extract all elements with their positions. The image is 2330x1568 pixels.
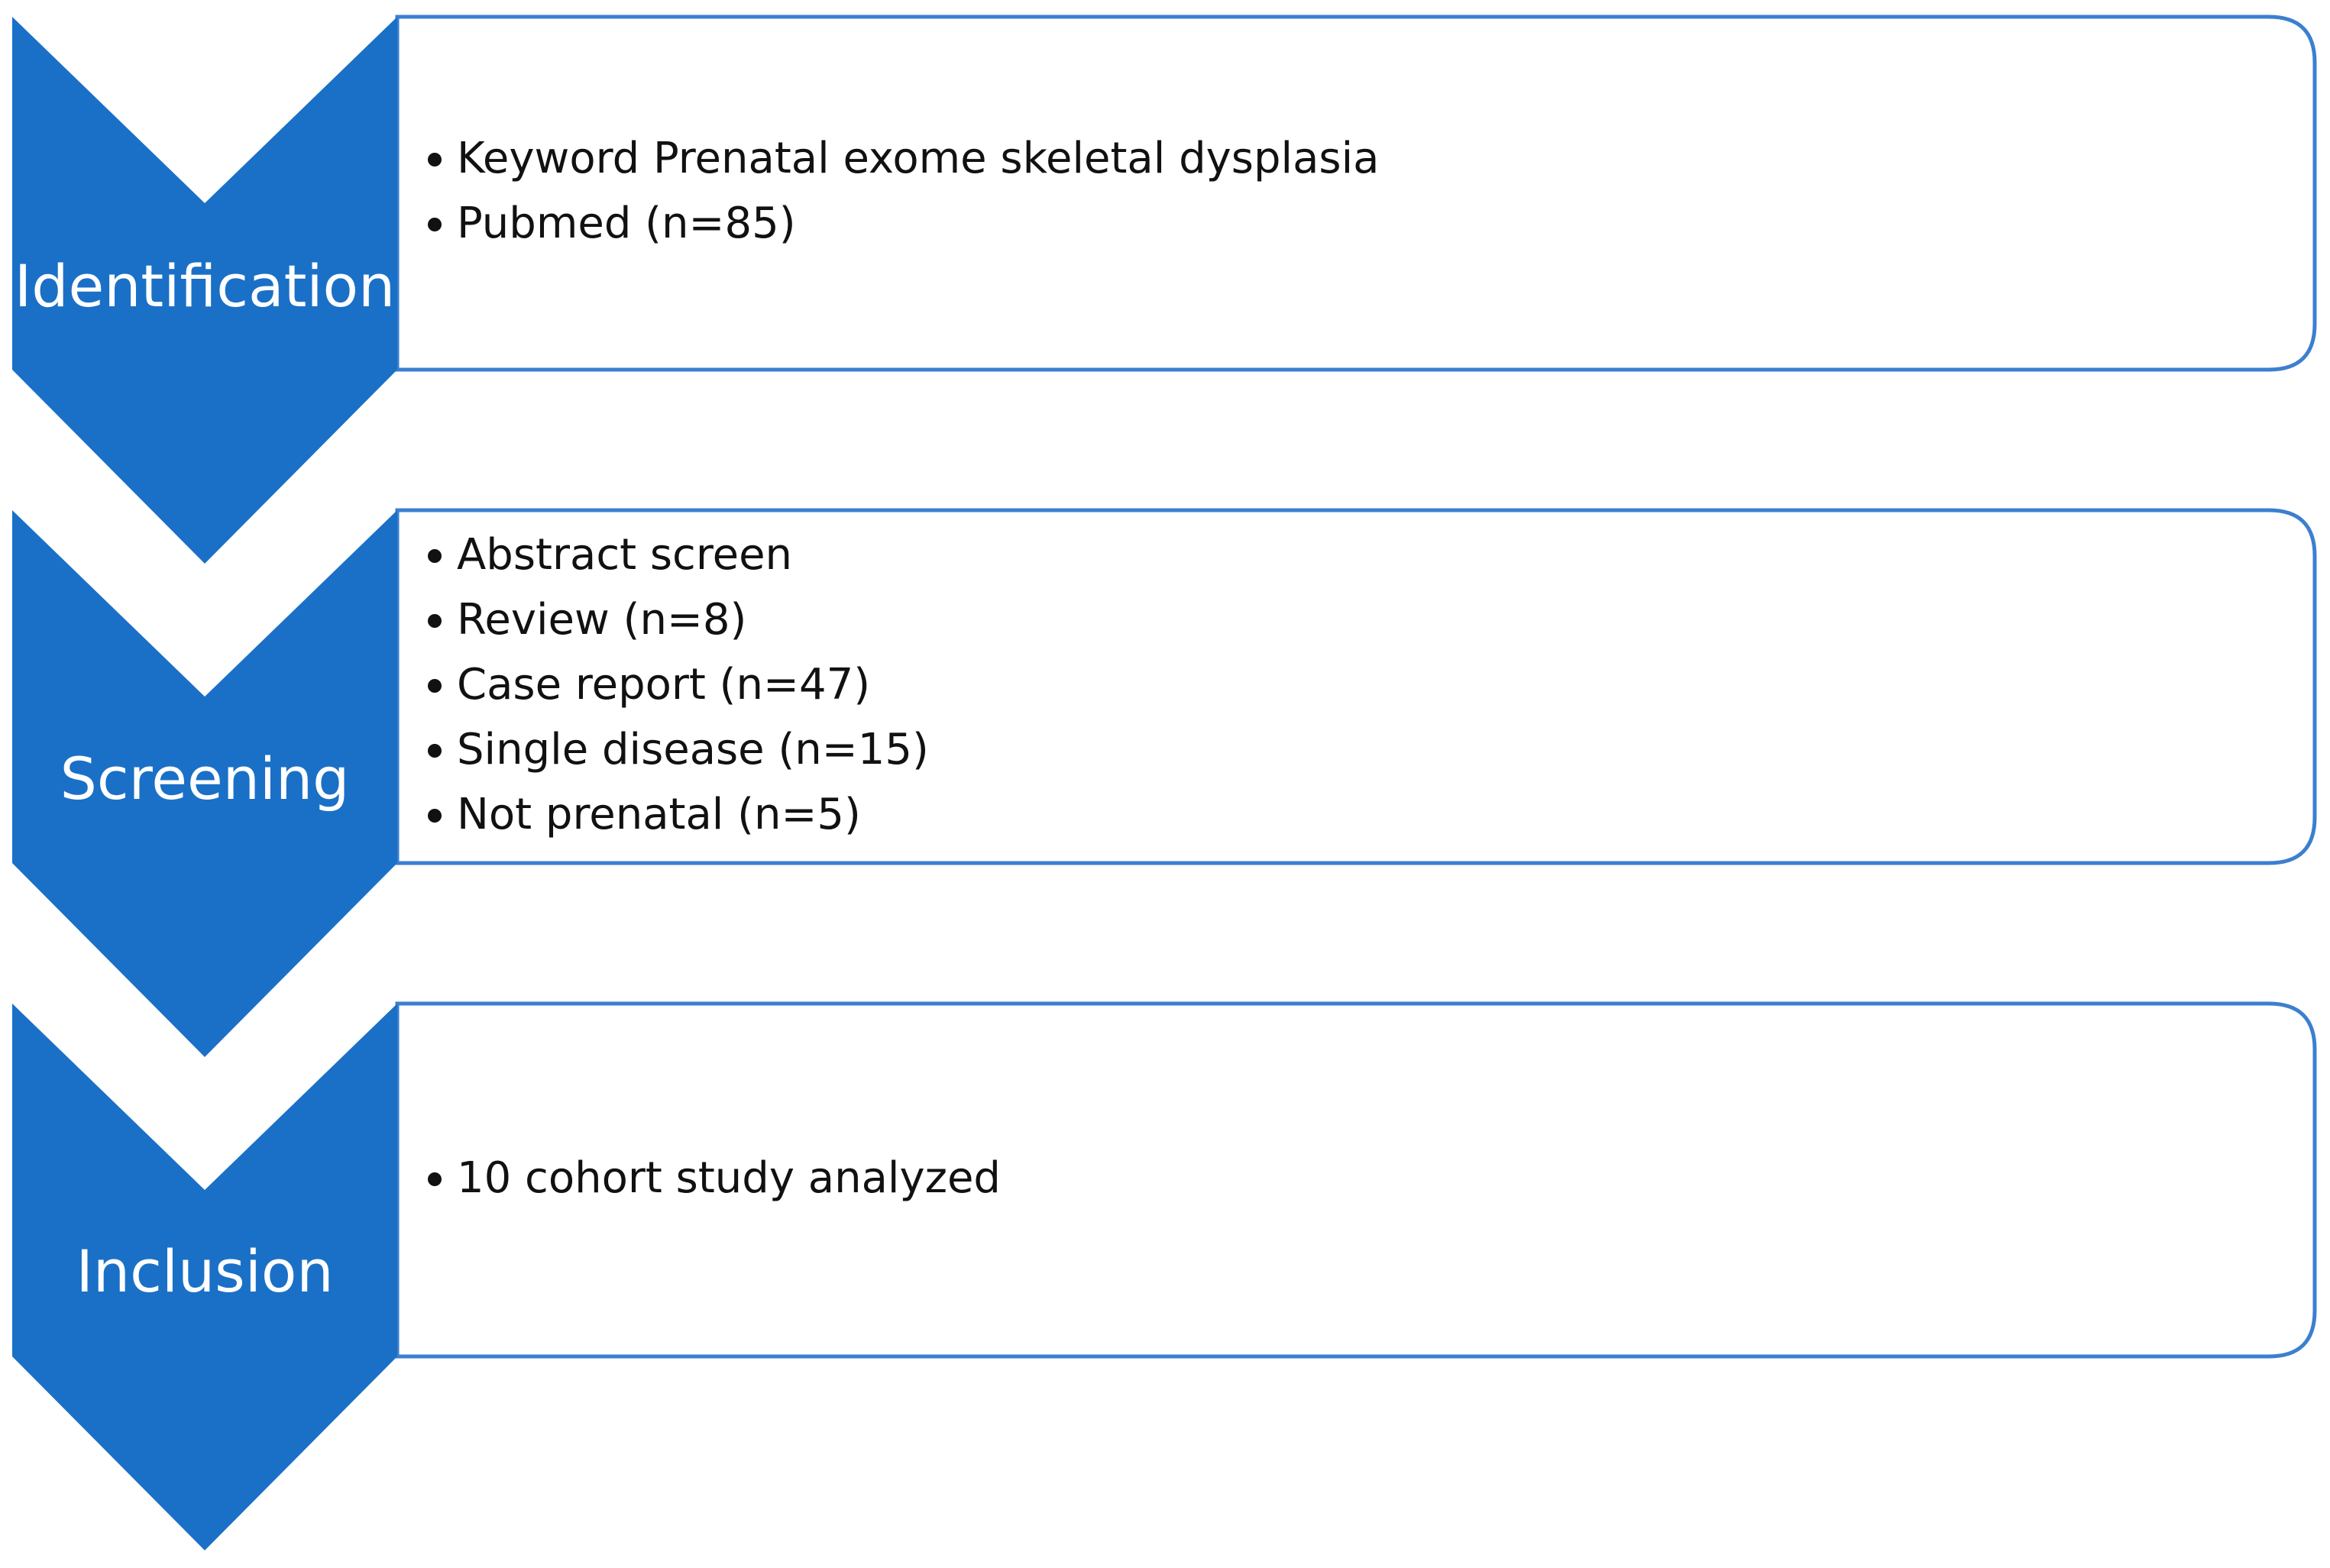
list-item: 10 cohort study analyzed	[428, 1146, 1001, 1211]
identification-label: Identification	[14, 252, 396, 320]
identification-item-list	[428, 126, 1379, 256]
screening-item-list	[428, 522, 929, 847]
list-item: Abstract screen	[428, 522, 929, 587]
list-item: Keyword Prenatal exome skeletal dysplasia	[428, 126, 1379, 191]
list-item: Pubmed (n=85)	[428, 191, 1379, 256]
list-item: Single disease (n=15)	[428, 717, 929, 782]
inclusion-item-list	[428, 1146, 1001, 1211]
list-item: Review (n=8)	[428, 587, 929, 652]
list-item: Case report (n=47)	[428, 652, 929, 717]
inclusion-label: Inclusion	[76, 1237, 334, 1305]
list-item: Not prenatal (n=5)	[428, 782, 929, 847]
screening-label: Screening	[60, 745, 350, 813]
